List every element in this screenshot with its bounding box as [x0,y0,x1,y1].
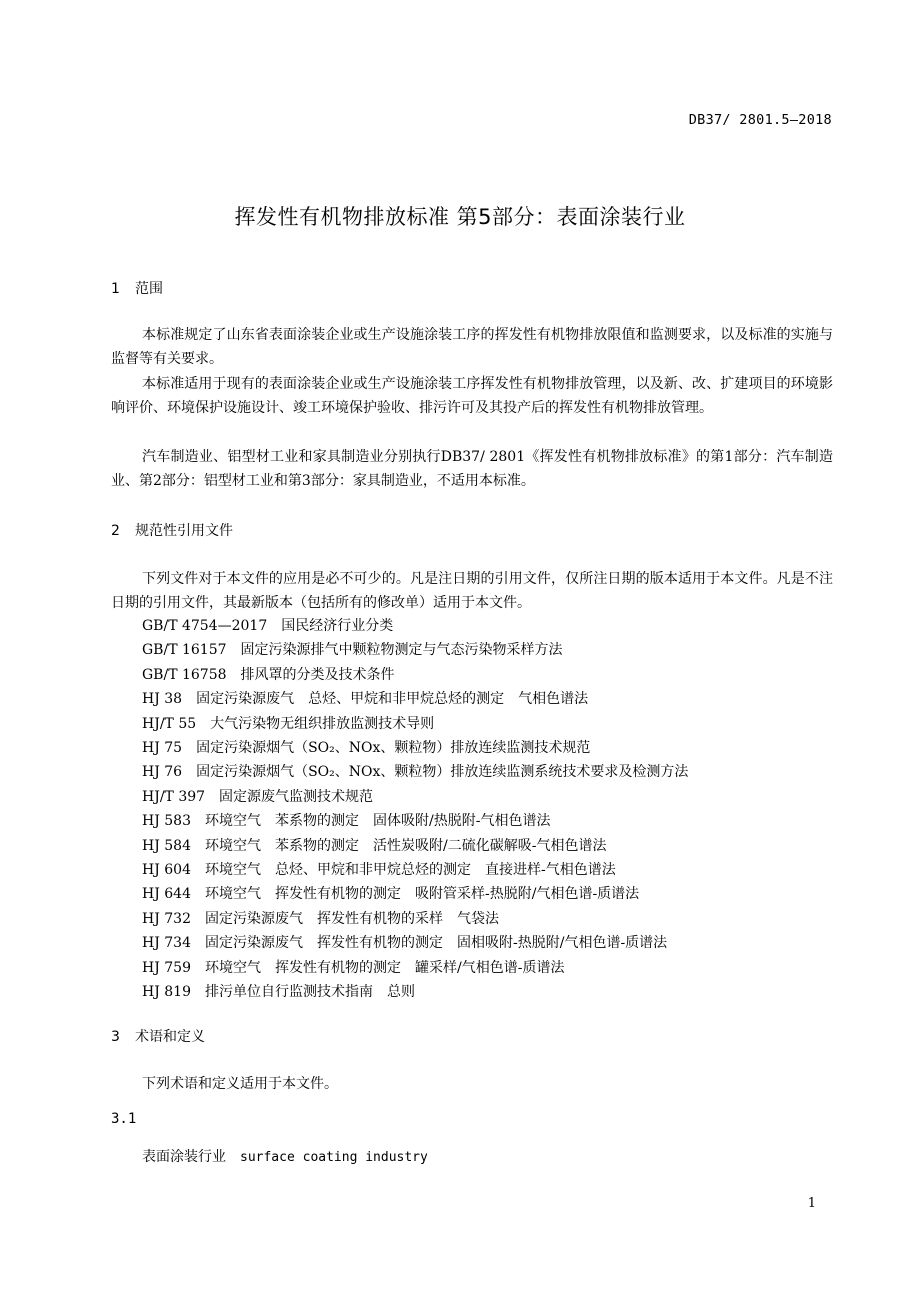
reference-item: HJ 819 排污单位自行监测技术指南 总则 [142,984,415,1001]
term-entry [142,1147,428,1168]
reference-item: HJ 584 环境空气 苯系物的测定 活性炭吸附/二硫化碳解吸-气相色谱法 [142,837,607,854]
reference-item: HJ 583 环境空气 苯系物的测定 固体吸附/热脱附-气相色谱法 [142,813,551,830]
reference-item: HJ/T 55 大气污染物无组织排放监测技术导则 [142,715,435,732]
term-name-en: surface coating industry [240,1150,428,1165]
term-name-zh: 表面涂装行业 [142,1149,226,1165]
section-title: 术语和定义 [135,1029,205,1045]
paragraph: 下列术语和定义适用于本文件。 [142,1076,338,1092]
paragraph: 本标准规定了山东省表面涂装企业或生产设施涂装工序的挥发性有机物排放限值和监测要求，以及标准的实施与监督等有关要求。 [111,327,833,367]
reference-item: HJ 604 环境空气 总烃、甲烷和非甲烷总烃的测定 直接进样-气相色谱法 [142,862,616,879]
reference-item: HJ 644 环境空气 挥发性有机物的测定 吸附管采样-热脱附/气相色谱-质谱法 [142,886,640,903]
reference-item: HJ 38 固定污染源废气 总烃、甲烷和非甲烷总烃的测定 气相色谱法 [142,691,589,708]
section-heading-terms-definitions [111,1027,205,1047]
section-heading-normative-references [111,521,233,541]
reference-item: HJ 759 环境空气 挥发性有机物的测定 罐采样/气相色谱-质谱法 [142,959,565,976]
paragraph: 汽车制造业、铝型材工业和家具制造业分别执行DB37/ 2801《挥发性有机物排放标准》的第1部分：汽车制造业、第2部分：铝型材工业和第3部分：家具制造业，不适用本标准。 [111,449,833,489]
section-title: 范围 [135,281,163,297]
reference-item: HJ 734 固定污染源废气 挥发性有机物的测定 固相吸附-热脱附/气相色谱-质谱法 [142,935,668,952]
reference-item: GB/T 16758 排风罩的分类及技术条件 [142,666,395,683]
section-number: 2 [111,523,120,539]
reference-item: GB/T 4754—2017 国民经济行业分类 [142,618,394,634]
reference-item: HJ 732 固定污染源废气 挥发性有机物的采样 气袋法 [142,910,499,927]
section-number: 3 [111,1029,120,1045]
standard-code: DB37/ 2801.5—2018 [688,112,832,128]
section-heading-scope [111,279,163,299]
document-title: 挥发性有机物排放标准 第5部分：表面涂装行业 [234,205,686,229]
reference-item: GB/T 16157 固定污染源排气中颗粒物测定与气态污染物采样方法 [142,642,563,659]
reference-list [142,614,688,1005]
paragraph: 本标准适用于现有的表面涂装企业或生产设施涂装工序挥发性有机物排放管理，以及新、改、扩建项目的环境影响评价、环境保护设施设计、竣工环境保护验收、排污许可及其投产后的挥发性有机物排放管理。 [111,376,833,416]
paragraph: 下列文件对于本文件的应用是必不可少的。凡是注日期的引用文件，仅所注日期的版本适用于本文件。凡是不注日期的引用文件，其最新版本（包括所有的修改单）适用于本文件。 [111,571,833,611]
reference-item: HJ 76 固定污染源烟气（SO₂、NOx、颗粒物）排放连续监测系统技术要求及检测方法 [142,764,689,781]
reference-item: HJ/T 397 固定源废气监测技术规范 [142,788,374,805]
reference-item: HJ 75 固定污染源烟气（SO₂、NOx、颗粒物）排放连续监测技术规范 [142,740,591,757]
page-number: 1 [807,1196,816,1211]
section-title: 规范性引用文件 [135,523,233,539]
section-number: 1 [111,281,120,297]
term-number: 3.1 [111,1111,137,1127]
